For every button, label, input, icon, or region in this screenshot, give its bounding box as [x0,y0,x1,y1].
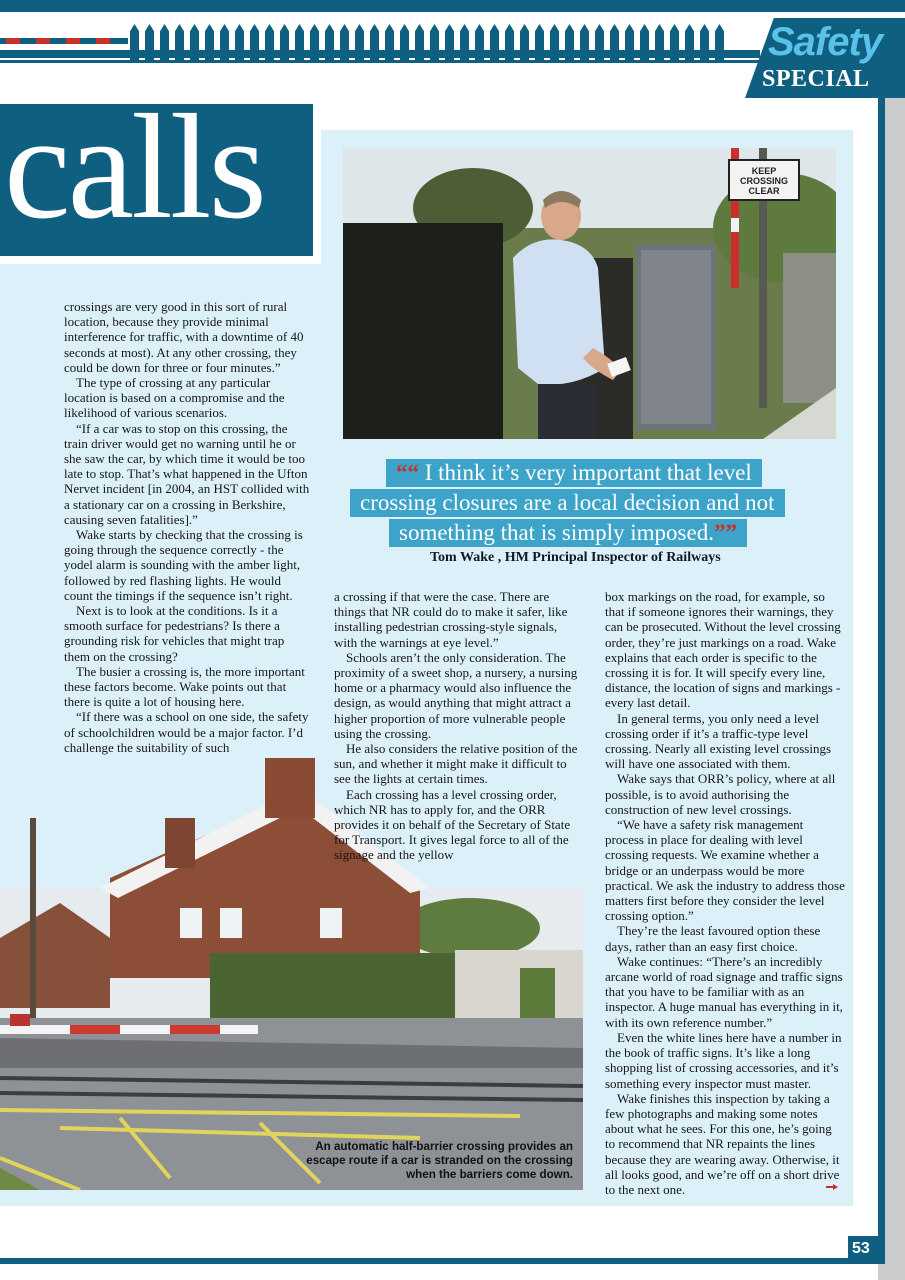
article-paragraph: The type of crossing at any particular location is based on a compromise and the likelihood of various scenarios. [64,375,285,421]
sign-text-keep: KEEP [751,166,777,176]
article-paragraph: They’re the least favoured option these days, rather than an easy first choice. [605,923,821,954]
pull-quote-line-1-text: I think it’s very important that level [424,460,752,485]
pull-quote-credit: Tom Wake , HM Principal Inspector of Railways [430,550,721,565]
section-title: Safety [768,20,883,64]
inspector-photo [343,148,836,439]
pull-quote-line-2: crossing closures are a local decision and not [350,489,785,517]
article-paragraph: box markings on the road, for example, so that if someone ignores their warnings, they can be prosecuted. Without the level crossing order, they’re just markings on a road. Wake explains that each order is specific to the crossing it is for. It will specify every line, distance, the location of signs and markings - every last detail. [605,589,841,711]
article-paragraph: Each crossing has a level crossing order, which NR has to apply for, and the ORR provides it on behalf of the Secretary of State for Transport. It gives legal force to all of the signage and the yellow [334,786,571,863]
page-number: 53 [852,1240,870,1257]
fence-rail [0,50,760,58]
article-paragraph: “We have a safety risk management process in place for dealing with level crossing requests. We examine whether a bridge or an underpass would be more practical. We ask the industry to address those matters first before they consider the level crossing option.” [605,817,845,924]
section-subtitle: SPECIAL [762,66,870,92]
article-paragraph: Wake finishes this inspection by taking a few photographs and making some notes about what he sees. For this one, he’s going to recommend that NR repaints the lines because they are wearing away. Otherwise, it all looks good, and we’re off on a short drive to the next one. [605,1090,840,1197]
article-paragraph: He also considers the relative position of the sun, and whether it might make it difficult to see the lights at certain times. [334,741,578,787]
headline: calls [4,84,264,250]
article-paragraph: “If there was a school on one side, the safety of schoolchildren would be a major factor. I’d challenge the suitability of such [64,709,309,755]
end-arrow-icon [826,1184,838,1190]
article-paragraph: In general terms, you only need a level crossing order if it’s a traffic-type level crossing. Nearly all existing level crossings will have one associated with them. [605,710,832,772]
pull-quote-line-1 [386,459,762,487]
sign-text-clear: CLEAR [748,186,780,196]
article-paragraph: Even the white lines here have a number in the book of traffic signs. It’s like a long shopping list of crossing accessories, and it’s something every inspector must master. [605,1029,842,1091]
article-paragraph: Wake continues: “There’s an incredibly arcane world of road signage and traffic signs that you have to be familiar with as an inspector. A huge manual has everything in it, with its own reference number.” [605,953,843,1030]
quote-close-icon: ”” [713,520,737,545]
article-column-2 [334,589,580,863]
article-column-3 [605,589,845,1197]
photo-caption: An automatic half-barrier crossing provides an escape route if a car is stranded on the crossing when the barriers come down. [306,1140,573,1181]
article-paragraph: “If a car was to stop on this crossing, the train driver would get no warning until he or she saw the car, by which time it would be too late to stop. That’s what happened in the Ufton Nervet incident [in 2004, an HST collided with a stationary car on a crossing in Berkshire, causing seven fatalities].” [64,420,310,527]
article-paragraph: a crossing if that were the case. There are things that NR could do to make it safer, like installing pedestrian crossing-style signals, with the warnings at eye level.” [334,589,568,650]
article-paragraph: The busier a crossing is, the more important these factors become. Wake points out that there is quite a lot of housing here. [64,663,305,710]
article-column-1 [64,299,310,755]
article-paragraph: crossings are very good in this sort of rural location, because they provide minimal interference for traffic, with a downtime of 40 seconds at most). At any other crossing, they could be down for three or four minutes.” [64,299,304,375]
article-paragraph: Next is to look at the conditions. Is it a smooth surface for pedestrians? Is there a grounding risk for vehicles that might trap them on the crossing? [64,603,285,664]
fence-rail-bottom [0,60,760,63]
article-paragraph: Wake starts by checking that the crossing is going through the sequence correctly - the yodel alarm is sounding with the amber light, followed by red flashing lights. He would count the timings if the sequence isn’t right. [64,527,303,603]
pull-quote-line-3-text: something that is simply imposed. [399,520,714,545]
page-edge-stripe [878,98,885,1258]
pull-quote-line-3 [389,519,747,547]
inspector-photo-illustration [343,148,836,439]
article-paragraph: Schools aren’t the only consideration. The proximity of a sweet shop, a nursery, a nursing home or a pharmacy would also influence the design, as would anything that might attract a higher proportion of more vulnerable people using the crossing. [334,649,578,741]
quote-open-icon: ““ [396,460,419,485]
page-bottom-stripe [0,1258,885,1264]
article-paragraph: Wake says that ORR’s policy, where at all possible, is to avoid authorising the construction of new level crossings. [605,771,836,817]
barrier-graphic [0,38,128,44]
sign-text-crossing: CROSSING [739,176,789,186]
header-top-bar [0,0,905,12]
